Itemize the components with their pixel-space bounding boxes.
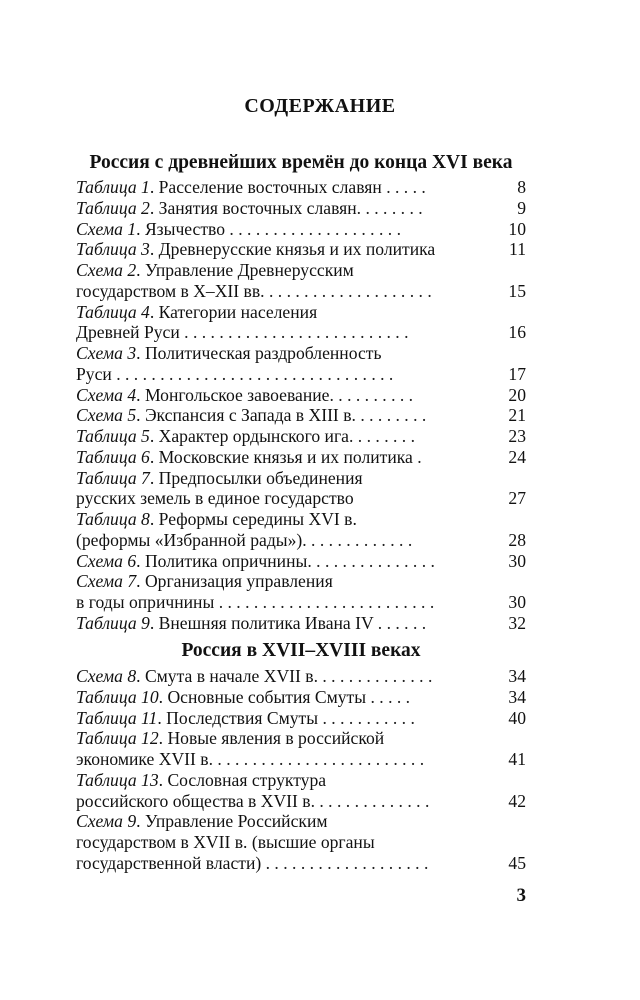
toc-text: . Смута в начале XVII в <box>136 666 314 686</box>
page-title: СОДЕРЖАНИЕ <box>244 95 396 117</box>
toc-leader: . . . . . . . . . . . . . . . . . . . . . . . . . <box>214 592 435 612</box>
toc-label: Таблица 2 <box>76 197 150 218</box>
toc-label: Таблица 7 <box>76 467 150 488</box>
toc-label: Таблица 10 <box>76 686 159 707</box>
toc-list-1 <box>76 177 526 634</box>
toc-text: . Управление Российским <box>136 811 328 832</box>
toc-page-number: 20 <box>502 385 526 406</box>
toc-leader: . <box>412 446 422 467</box>
toc-text: государством в X–XII вв <box>76 280 261 301</box>
toc-page-number: 27 <box>502 488 526 509</box>
toc-page-number: 34 <box>502 687 526 708</box>
toc-label: Таблица 3 <box>76 239 150 260</box>
toc-leader: . . . . . . . . . . . . . . . . . . . . <box>225 218 401 239</box>
toc-text: . Сословная структура <box>158 769 327 790</box>
toc-text: в годы опричнины <box>76 592 215 612</box>
toc-text: . Предпосылки объединения <box>149 467 363 488</box>
toc-line <box>76 592 526 613</box>
toc-label: Схема 2 <box>76 260 137 280</box>
toc-line <box>76 488 526 509</box>
toc-label: Схема 4 <box>76 384 137 405</box>
toc-line <box>76 853 526 874</box>
toc-text: Руси <box>76 363 112 384</box>
toc-label: Таблица 1 <box>76 177 150 197</box>
toc-page-number: 30 <box>502 592 526 613</box>
toc-leader: . . . . . . . . <box>349 426 415 446</box>
toc-line <box>76 364 526 385</box>
toc-text: . Новые явления в российской <box>158 728 385 749</box>
toc-text: . Московские князья и их политика <box>149 446 413 467</box>
toc-page-number: 41 <box>502 749 526 770</box>
toc-line <box>76 770 526 791</box>
toc-line <box>76 219 526 240</box>
toc-page-number: 45 <box>502 853 526 874</box>
toc-line <box>76 177 526 198</box>
toc-line <box>76 405 526 426</box>
toc-line <box>76 666 526 687</box>
toc-line <box>76 447 526 468</box>
toc-text: . Расселение восточных славян <box>149 177 382 197</box>
toc-page-number: 24 <box>502 447 526 468</box>
toc-text: русских земель в единое государство <box>76 488 354 509</box>
toc-text: . Реформы середины XVI в. <box>149 509 357 529</box>
toc-page-number: 42 <box>502 791 526 812</box>
toc-text: экономике XVII в <box>76 749 209 769</box>
toc-leader: . . . . . . . . . . . . . . . . . . . <box>261 852 429 873</box>
toc-line <box>76 468 526 489</box>
toc-page-number: 17 <box>502 364 526 385</box>
toc-leader: . . . . . . . . . . . <box>318 707 415 728</box>
toc-label: Схема 9 <box>76 811 137 832</box>
toc-line <box>76 811 526 832</box>
toc-text: . Внешняя политика Ивана IV <box>149 612 374 633</box>
toc-page-number: 10 <box>502 219 526 240</box>
toc-line <box>76 426 526 447</box>
toc-text: государственной власти) <box>76 852 262 873</box>
toc-line <box>76 260 526 281</box>
toc-label: Таблица 4 <box>76 301 150 322</box>
page-number: 3 <box>516 885 526 906</box>
toc-line <box>76 728 526 749</box>
toc-page-number: 40 <box>502 708 526 729</box>
toc-line <box>76 571 526 592</box>
toc-text: (реформы «Избранной рады») <box>76 529 303 550</box>
toc-text: . Основные события Смуты <box>158 686 367 707</box>
toc-label: Таблица 12 <box>76 728 159 749</box>
toc-text: . Последствия Смуты <box>157 707 319 728</box>
toc-text: . Категории населения <box>149 301 318 322</box>
toc-text: . Политика опричнины <box>136 550 308 571</box>
toc-text: государством в XVII в. (высшие органы <box>76 832 375 852</box>
toc-leader: . . . . . . . . . . <box>329 384 414 405</box>
toc-line <box>76 530 526 551</box>
toc-label: Таблица 9 <box>76 612 150 633</box>
toc-list-2 <box>76 666 526 874</box>
toc-leader: . . . . . . . . . <box>351 405 427 426</box>
toc-line <box>76 322 526 343</box>
toc-label: Схема 3 <box>76 343 137 363</box>
toc-leader: . . . . . . . . . . . . . . <box>313 666 433 686</box>
toc-line <box>76 302 526 323</box>
toc-label: Таблица 5 <box>76 426 150 446</box>
toc-page-number: 8 <box>511 177 526 198</box>
toc-label: Таблица 13 <box>76 769 159 790</box>
toc-leader: . . . . . . . . . . . . . . . . . . . . . . . . . <box>208 749 425 769</box>
toc-leader: . . . . . . . . . . . . . . . . . . . . . . . . . . <box>179 322 409 343</box>
toc-line <box>76 791 526 812</box>
toc-page-number: 9 <box>511 198 526 219</box>
toc-leader: . . . . . . . . . . . . . . . . . . . . <box>260 280 432 301</box>
toc-page-number: 34 <box>502 666 526 687</box>
toc-line <box>76 281 526 302</box>
toc-text: . Древнерусские князья и их политика <box>149 239 436 260</box>
toc-leader: . . . . . . . . . . . . . . . <box>307 550 435 571</box>
toc-line <box>76 613 526 634</box>
toc-label: Схема 5 <box>76 405 137 426</box>
toc-page-number: 11 <box>503 239 526 260</box>
toc-line <box>76 687 526 708</box>
toc-page-number: 28 <box>502 530 526 551</box>
toc-page-number: 23 <box>502 426 526 447</box>
toc-label: Схема 6 <box>76 550 137 571</box>
toc-line <box>76 239 526 260</box>
toc-text: . Характер ордынского ига <box>149 426 349 446</box>
toc-leader: . . . . . . . . . . . . . . <box>310 790 430 811</box>
section-heading-1: Россия с древнейших времён до конца XVI века <box>89 152 513 173</box>
toc-label: Таблица 11 <box>76 707 158 728</box>
toc-line <box>76 509 526 530</box>
toc-label: Схема 8 <box>76 666 137 686</box>
toc-leader: . . . . . <box>366 686 411 707</box>
toc-label: Таблица 6 <box>76 446 150 467</box>
toc-leader: . . . . . . . . . . . . . <box>302 529 413 550</box>
toc-line <box>76 749 526 770</box>
toc-page-number: 32 <box>502 613 526 634</box>
toc-leader: . . . . . . . . . . . . . . . . . . . . . . . . . . . . . . . . <box>111 363 394 384</box>
toc-page-number: 21 <box>502 405 526 426</box>
toc-page-number: 16 <box>502 322 526 343</box>
toc-text: . Занятия восточных славян <box>149 197 357 218</box>
toc-line <box>76 832 526 853</box>
toc-line <box>76 551 526 572</box>
toc-text: . Язычество <box>136 218 226 239</box>
toc-line <box>76 198 526 219</box>
toc-line <box>76 343 526 364</box>
toc-text: . Монгольское завоевание <box>136 384 330 405</box>
toc-text: . Политическая раздробленность <box>136 343 382 363</box>
toc-label: Таблица 8 <box>76 509 150 529</box>
toc-text: Древней Руси <box>76 322 180 343</box>
toc-label: Схема 7 <box>76 571 137 592</box>
toc-leader: . . . . . . <box>373 612 427 633</box>
toc-page-number: 30 <box>502 551 526 572</box>
toc-text: российского общества в XVII в <box>76 790 311 811</box>
toc-line <box>76 708 526 729</box>
toc-page-number: 15 <box>502 281 526 302</box>
toc-label: Схема 1 <box>76 218 137 239</box>
toc-text: . Организация управления <box>136 571 333 592</box>
section-heading-2: Россия в XVII–XVIII веках <box>181 640 421 661</box>
toc-leader: . . . . . . . . <box>356 197 423 218</box>
toc-line <box>76 385 526 406</box>
toc-text: . Экспансия с Запада в XIII в <box>136 405 352 426</box>
toc-text: . Управление Древнерусским <box>136 260 354 280</box>
toc-leader: . . . . . <box>381 177 426 197</box>
